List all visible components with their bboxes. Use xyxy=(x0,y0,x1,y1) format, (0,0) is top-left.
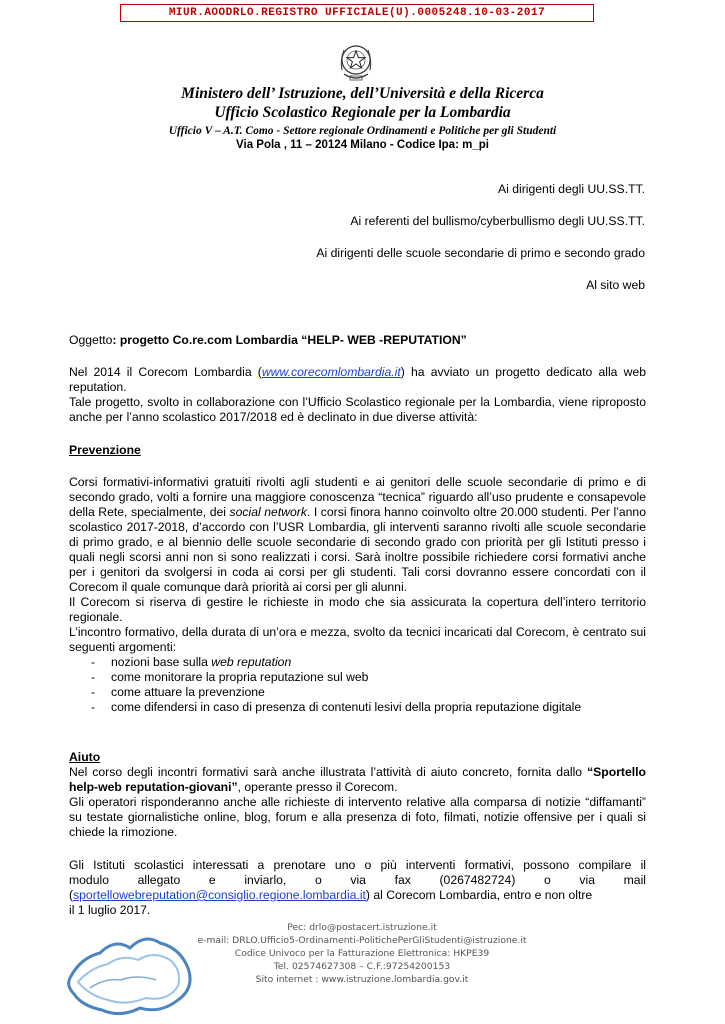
prevention-text: . I corsi finora hanno coinvolto oltre 20.000 studenti. Per l’anno scolastico 2017-2018, d’accordo con l’USR Lombardia, gli interventi saranno rivolti alle scuole secondarie di primo grado, e al biennio delle scuole secondarie di secondo grado con priorità per gli Istituti presso i quali negli scorsi anni non si sono realizzati i corsi. Sarà inoltre possibile richiedere corsi formativi anche per i genitori da svolgersi in coda ai corsi per gli studenti. Tali corsi dovranno essere concordati con il Corecom il quale comunque darà priorità ai corsi per gli alunni. xyxy=(69,505,646,594)
subject-label: Oggetto xyxy=(69,333,113,347)
prevention-text: L’incontro formativo, della durata di un’ora e mezza, svolto da tecnici incaricati dal Corecom, è centrato sui seguenti argomenti: xyxy=(69,625,646,654)
unit-subtitle: Ufficio V – A.T. Como - Settore regionale Ordinamenti e Politiche per gli Studenti xyxy=(168,125,557,137)
recipient-line: Ai referenti del bullismo/cyberbullismo degli UU.SS.TT. xyxy=(350,214,645,228)
closing-text: il 1 luglio 2017. xyxy=(69,903,151,917)
footer-contacts xyxy=(150,921,574,986)
list-item: - come monitorare la propria reputazione sul web xyxy=(69,670,646,685)
italian-republic-emblem-icon xyxy=(336,40,376,84)
intro-text: Nel 2014 il Corecom Lombardia ( xyxy=(69,365,262,379)
subject-text: : progetto Co.re.com Lombardia “HELP- WEB -REPUTATION” xyxy=(112,333,467,347)
closing-text: Gli Istituti scolastici interessati a prenotare uno o più interventi formativi, possono compilare il xyxy=(69,858,646,872)
intro-text: ) ha avviato un progetto dedicato alla web reputation. xyxy=(69,365,646,394)
help-heading: Aiuto xyxy=(69,750,101,764)
prevention-text: Il Corecom si riserva di gestire le richieste in modo che sia assicurata la copertura dell’intero territorio regionale. xyxy=(69,595,646,624)
prevention-text-italic: social network xyxy=(229,505,307,519)
help-text: , operante presso il Corecom. xyxy=(237,780,398,794)
recipient-line: Ai dirigenti degli UU.SS.TT. xyxy=(498,182,645,196)
recipient-line: Ai dirigenti delle scuole secondarie di primo e secondo grado xyxy=(316,246,645,260)
list-item: - come attuare la prevenzione xyxy=(69,685,646,700)
help-text: Gli operatori risponderanno anche alle richieste di intervento relative alla comparsa di notizie “diffamanti” su testate giornalistiche online, blog, forum e alla presenza di foto, filmati, notizie offensive per i quali si chiede la rimozione. xyxy=(69,795,646,839)
closing-text: ) al Corecom Lombardia, entro e non oltre xyxy=(365,888,593,902)
prevention-content xyxy=(69,475,646,715)
prevention-heading: Prevenzione xyxy=(69,443,141,457)
footer-pec: Pec: drlo@postacert.istruzione.it xyxy=(287,922,437,933)
footer-codice: Codice Univoco per la Fatturazione Elettronica: HKPE39 xyxy=(234,948,490,959)
footer-email: e-mail: DRLO.Ufficio5-Ordinamenti-PolitichePerGliStudenti@istruzione.it xyxy=(197,935,527,946)
closing-text: ( xyxy=(69,888,74,902)
section-title-prevention xyxy=(69,443,646,458)
list-item: - come difendersi in caso di presenza di contenuti lesivi della propria reputazione digitale xyxy=(69,700,646,715)
topics-list xyxy=(69,655,646,715)
footer-tel: Tel. 02574627308 – C.F.:97254200153 xyxy=(273,961,451,972)
help-content xyxy=(69,765,646,840)
corecom-link[interactable]: www.corecomlombardia.it xyxy=(261,365,401,379)
intro-text: Tale progetto, svolto in collaborazione con l’Ufficio Scolastico regionale per la Lombardia, viene riproposto anche per l’anno scolastico 2017/2018 ed è declinato in due diverse attività: xyxy=(69,395,646,424)
help-text: Nel corso degli incontri formativi sarà anche illustrata l’attività di aiuto concreto, fornita dallo xyxy=(69,765,588,779)
sportello-email-link[interactable]: sportellowebreputation@consiglio.regione.lombardia.it xyxy=(73,888,366,902)
closing-paragraph xyxy=(69,858,646,918)
office-address: Via Pola , 11 – 20124 Milano - Codice Ipa: m_pi xyxy=(236,139,489,151)
footer-site: Sito internet : www.istruzione.lombardia.gov.it xyxy=(255,974,469,985)
intro-paragraph xyxy=(69,365,646,425)
office-title: Ufficio Scolastico Regionale per la Lombardia xyxy=(214,104,511,121)
list-item: - nozioni base sulla web reputation xyxy=(69,655,646,670)
help-desk-name: “Sportello help-web reputation-giovani” xyxy=(69,765,646,794)
subject-line xyxy=(69,333,646,348)
registry-stamp: MIUR.AOODRLO.REGISTRO UFFICIALE(U).0005248.10-03-2017 xyxy=(120,4,594,22)
ministry-title: Ministero dell’ Istruzione, dell’Università e della Ricerca xyxy=(181,85,544,102)
closing-text: modulo allegato e inviarlo, o via fax (0267482724) o via mail xyxy=(69,873,646,887)
recipient-line: Al sito web xyxy=(586,278,645,292)
prevention-text: Corsi formativi-informativi gratuiti rivolti agli studenti e ai genitori delle scuole secondarie di primo e di secondo grado, volti a fornire una maggiore conoscenza “tecnica” riguardo all’uso prudente e consapevole della Rete, specialmente, dei xyxy=(69,475,646,519)
section-title-help xyxy=(69,750,646,765)
